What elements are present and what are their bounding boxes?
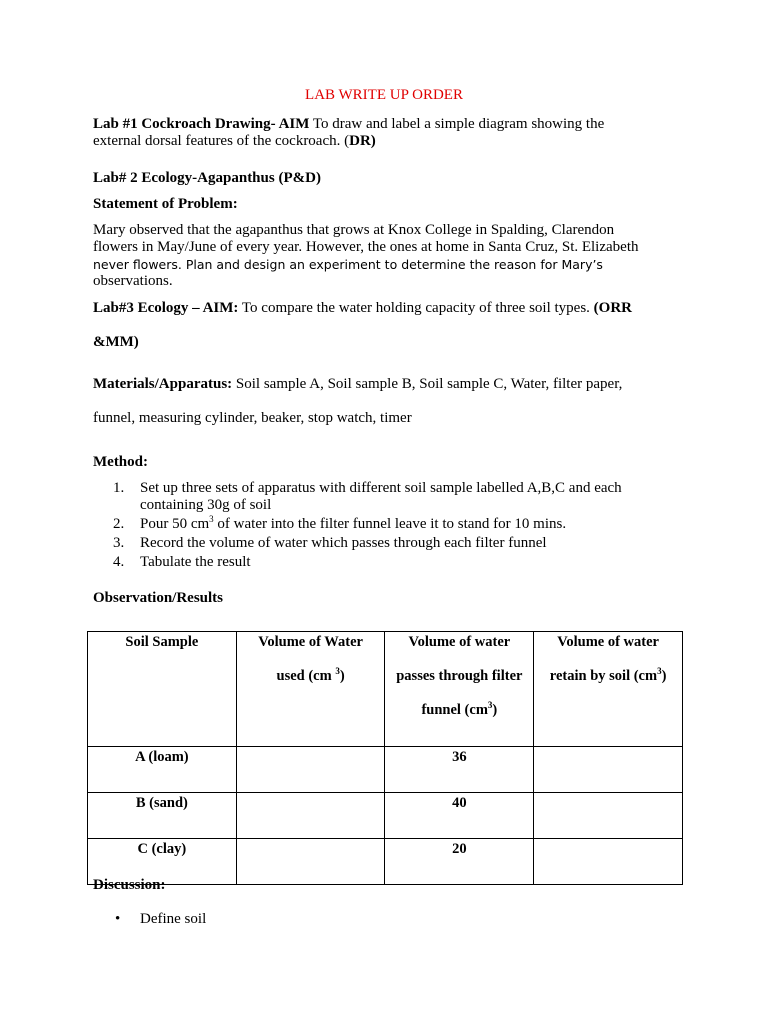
header-cell [88,632,237,747]
lab3-label: Lab#3 Ecology – AIM: [93,300,239,316]
lab1-close: ) [370,133,376,149]
lab3-aim [93,300,693,317]
lab2-label [93,170,693,187]
superscript: 3 [657,666,662,677]
lab3-code-2: &MM) [93,334,139,350]
header-text: Volume of water [557,634,659,650]
problem-heading [93,196,693,213]
list-item: • Define soil [115,911,206,928]
method-text: of water into the filter funnel leave it to stand for 10 mins. [213,516,567,532]
header-text: Volume of Water [258,634,363,650]
results-heading-text: Observation/Results [93,590,224,606]
header-text: ) [661,668,667,684]
lab2-label-text: Lab# 2 Ecology-Agapanthus (P&D) [93,170,321,186]
table-cell: 40 [385,793,534,839]
problem-heading-text: Statement of Problem: [93,196,238,212]
header-text: Soil Sample [125,634,199,650]
table-cell: B (sand) [88,793,237,839]
discussion-heading-text: Discussion: [93,877,166,893]
method-heading-text: Method: [93,454,148,470]
list-number: 3. [113,535,125,551]
method-text: Pour 50 cm [140,516,210,532]
table-cell [534,793,683,839]
lab1-label: Lab #1 Cockroach Drawing- AIM [93,116,310,132]
header-cell [236,632,385,747]
materials-text: Soil sample A, Soil sample B, Soil sample C, Water, filter paper, [232,376,623,392]
discussion-list [115,911,206,928]
list-number: 2. [113,516,125,532]
problem-line: flowers in May/June of every year. However, the ones at home in Santa Cruz, St. Elizabeth [93,239,639,255]
method-text: Set up three sets of apparatus with different soil sample labelled A,B,C and each [140,480,622,496]
page-title: LAB WRITE UP ORDER [305,87,463,103]
header-text: passes through filter [396,668,523,684]
problem-line: never flowers. Plan and design an experiment to determine the reason for Mary’s [93,257,603,272]
list-number: 1. [113,480,125,496]
superscript: 3 [209,514,214,524]
lab1-aim-text-2: external dorsal features of the cockroach. ( [93,133,350,149]
header-cell [534,632,683,747]
lab3-code: (ORR [593,300,632,316]
table-row [88,747,683,793]
results-heading [93,590,693,607]
method-list [93,480,693,573]
problem-line: Mary observed that the agapanthus that grows at Knox College in Spalding, Clarendon [93,222,615,238]
table-cell [236,747,385,793]
lab3-code-continued [93,334,693,351]
header-text: funnel (cm [421,702,488,718]
header-text: used (cm [276,668,336,684]
materials-line [93,376,693,393]
list-item [93,554,693,571]
lab1-paragraph [93,116,693,150]
header-text: Volume of water [408,634,511,650]
lab3-aim-text: To compare the water holding capacity of three soil types. [238,300,594,316]
table-cell: 20 [385,839,534,885]
header-cell [385,632,534,747]
table-cell: C (clay) [88,839,237,885]
table-row [88,793,683,839]
lab1-aim-text: To draw and label a simple diagram showing the [309,116,605,132]
table-cell [534,747,683,793]
list-item [93,516,693,533]
table-cell: 36 [385,747,534,793]
header-text: retain by soil (cm [549,668,658,684]
method-text: Record the volume of water which passes through each filter funnel [140,535,547,551]
problem-statement [93,222,693,290]
superscript: 3 [335,666,340,677]
superscript: 3 [487,700,493,711]
table-cell [236,793,385,839]
list-item [93,480,693,514]
problem-line: observations. [93,273,173,289]
method-text: containing 30g of soil [140,497,272,513]
discussion-heading [93,877,693,894]
header-text: ) [339,668,345,684]
table-header-row [88,632,683,747]
list-number: 4. [113,554,125,570]
method-heading [93,454,693,471]
results-table [87,631,683,885]
materials-label: Materials/Apparatus: [93,376,233,392]
header-text: ) [492,702,498,718]
method-text: Tabulate the result [140,554,251,570]
materials-line-2: funnel, measuring cylinder, beaker, stop watch, timer [93,410,412,426]
table-cell: A (loam) [88,747,237,793]
list-item [93,535,693,552]
lab1-code: DR [349,133,371,149]
